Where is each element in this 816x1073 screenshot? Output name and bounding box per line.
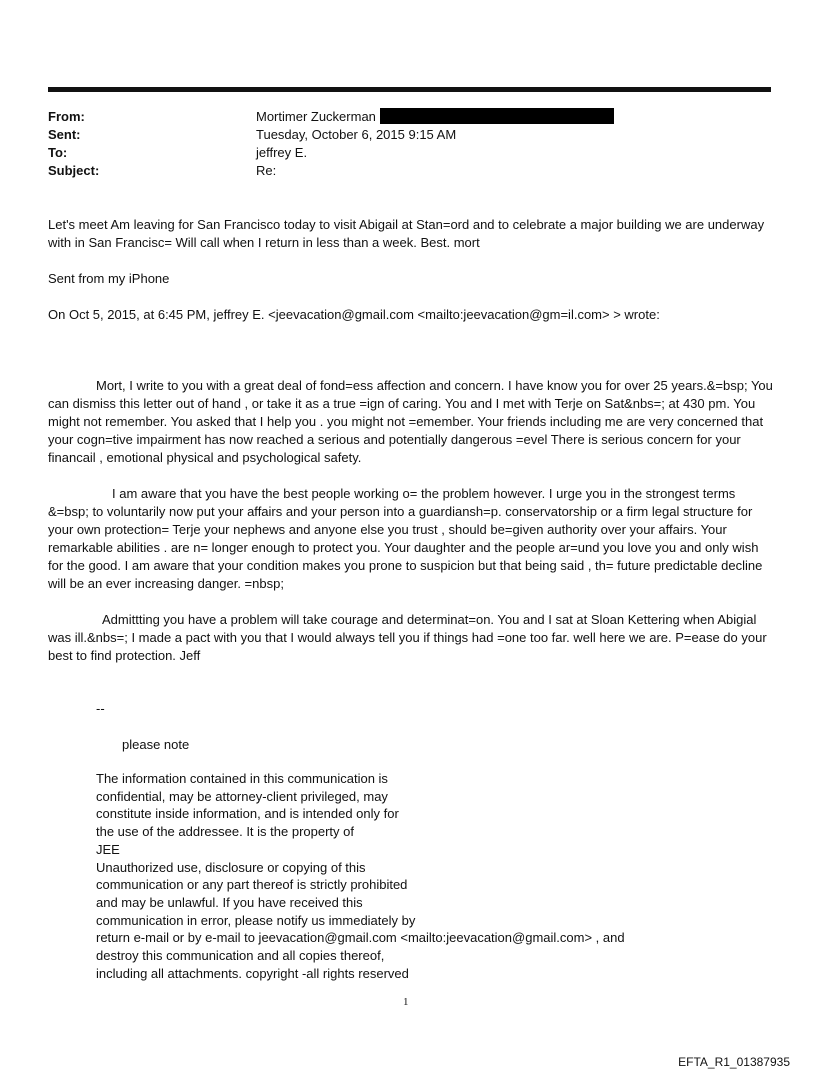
sent-value: Tuesday, October 6, 2015 9:15 AM	[256, 127, 457, 142]
quoted-paragraph-2: I am aware that you have the best people working o= the problem however. I urge you in the strongest terms &=bsp; to voluntarily now put your affairs and your person into a guardiansh=p. conservatorship or a firm legal structure for your own protection= Terje your nephews and anyone else you trust , should be=given authority over your affairs. Your remarkable abilities . are n= longer enough to protect you. Your daughter and the people ar=und you love you and only wish for the good. I am aware that your condition makes you prone to suspicion but that being said , th= future predictable decline will be an ever increasing danger. =nbsp;	[48, 486, 763, 591]
from-name: Mortimer Zuckerman	[256, 109, 376, 124]
please-note: please note	[122, 737, 190, 752]
document-id: EFTA_R1_01387935	[678, 1055, 790, 1069]
subject-value: Re:	[256, 163, 277, 178]
page-number: 1	[403, 996, 409, 1008]
reply-text: Let's meet Am leaving for San Francisco today to visit Abigail at Stan=ord and to celebrate a major building we are underway with in San Francisc= Will call when I return in less than a week. Best. mort	[48, 217, 765, 250]
confidentiality-disclaimer: The information contained in this communication is confidential, may be attorney-client privileged, may constitute inside information, and is intended only for the use of the addressee. It is the property of JEE Unauthorized use, disclosure or copying of this communication or any part thereof is strictly prohibited and may be unlawful. If you have received this communication in error, please notify us immediately by return e-mail or by e-mail to jeevacation@gmail.com <mailto:jeevacation@gmail.com> , and destroy this communication and all copies thereof, including all attachments. copyright -all rights reserved	[96, 771, 625, 981]
redaction-box	[380, 108, 614, 124]
header-rule	[48, 87, 771, 92]
from-value	[256, 108, 614, 126]
quoted-paragraph-1: Mort, I write to you with a great deal of fond=ess affection and concern. I have know you for over 25 years.&=bsp; You can dismiss this letter out of hand , or take it as a true =ign of caring. You and I met with Terje on Sat&nbs=; at 430 pm. You might not remember. You asked that I help you . you might not =emember. Your friends including me are very concerned that your cogn=tive impairment has now reached a serious and potentially dangerous =evel There is serious concern for your financail , emotional physical and psychological safety.	[48, 378, 773, 465]
quoted-paragraph-3: Admittting you have a problem will take courage and determinat=on. You and I sat at Sloan Kettering when Abigial was ill.&nbs=; I made a pact with you that I would always tell you if things had =one too far. well here we are. P=ease do your best to find protection. Jeff	[48, 612, 767, 663]
to-label: To:	[48, 145, 68, 160]
to-value: jeffrey E.	[256, 145, 308, 160]
signature-separator: --	[96, 701, 105, 716]
quote-header: On Oct 5, 2015, at 6:45 PM, jeffrey E. <jeevacation@gmail.com <mailto:jeevacation@gm=il.com> > wrote:	[48, 307, 660, 322]
sent-from-line: Sent from my iPhone	[48, 271, 170, 286]
sent-label: Sent:	[48, 127, 81, 142]
from-label: From:	[48, 109, 85, 124]
subject-label: Subject:	[48, 163, 100, 178]
